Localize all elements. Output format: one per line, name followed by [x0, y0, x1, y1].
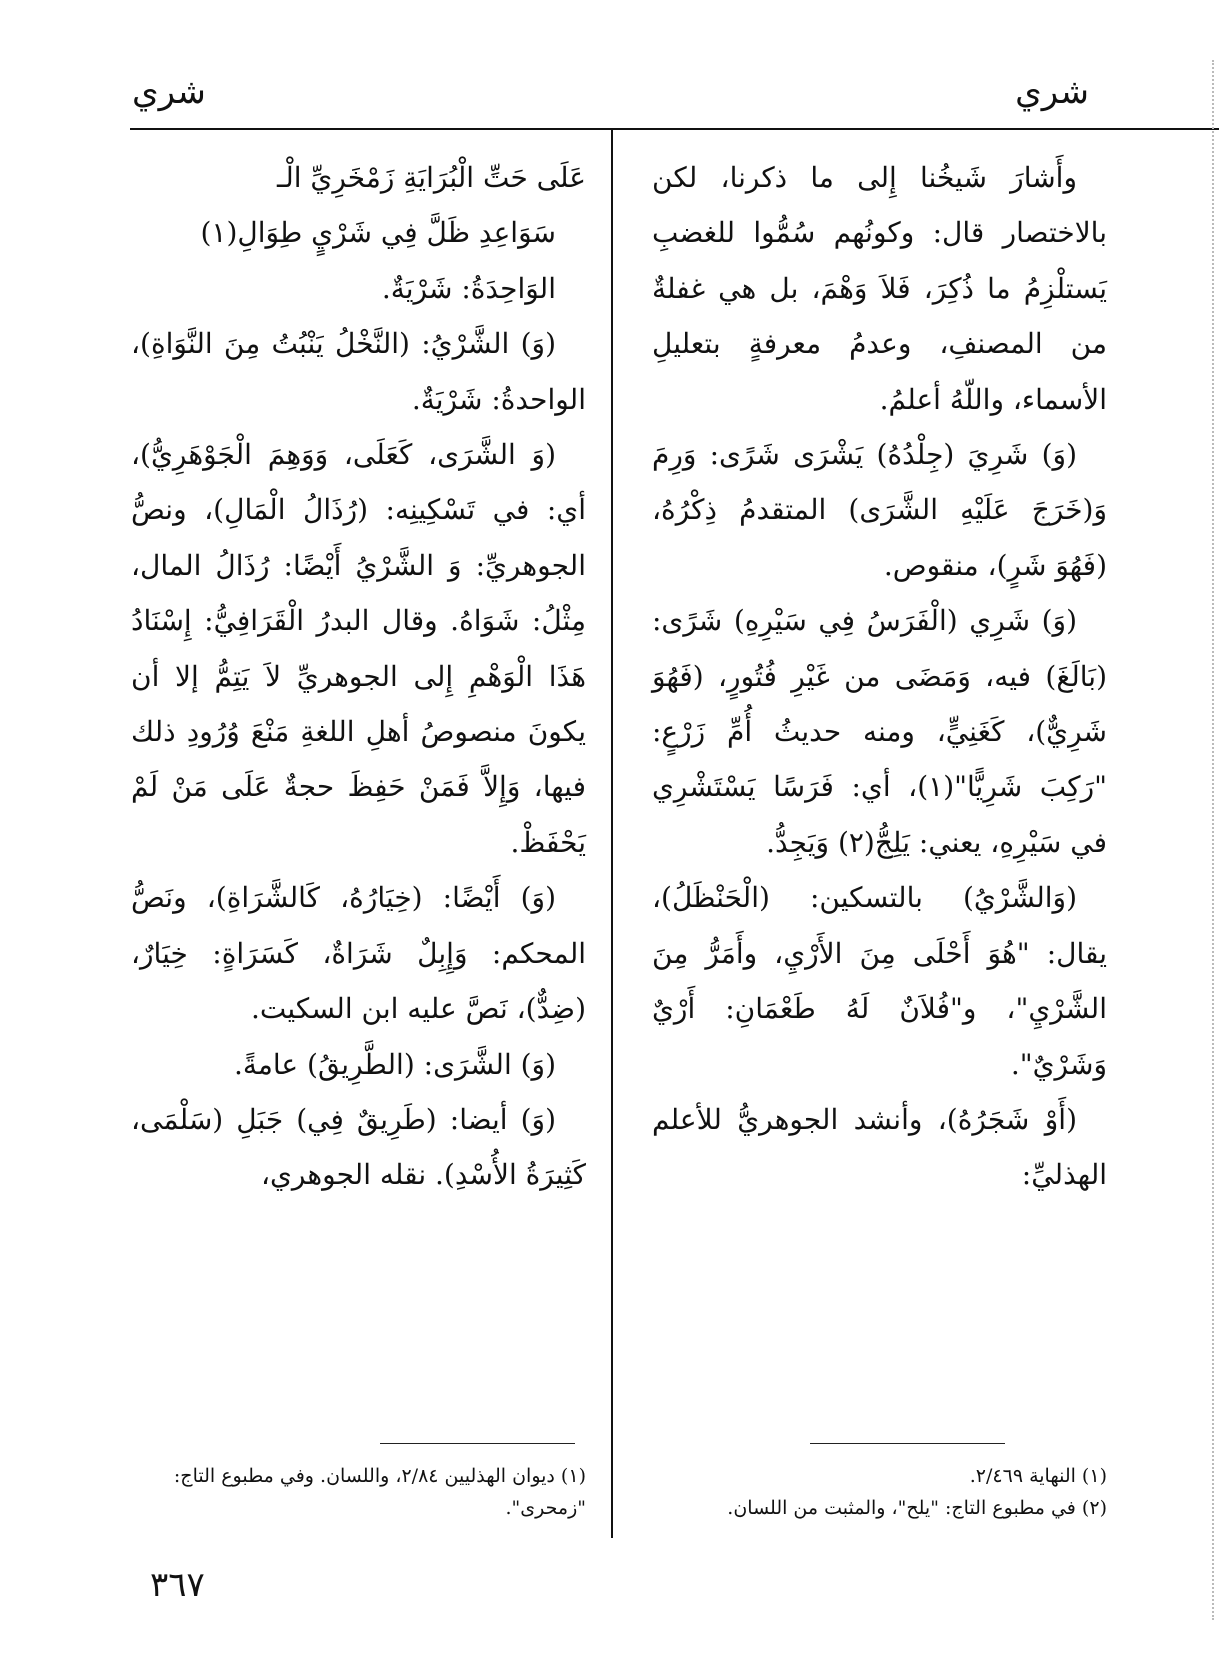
paragraph: الوَاحِدَةُ: شَرْيَةٌ. [381, 271, 556, 305]
footnote-rule-left [380, 1443, 575, 1444]
paragraph: (وَ) شَرِي (الْفَرَسُ فِي سَيْرِهِ) شَرًى: (بَالَغَ) فيه، وَمَضَى من غَيْرِ فُتُورٍ، (فَهُوَ شَرِيٌّ)، كَغَنِيٍّ، ومنه حديثُ أُمِّ زَرْعٍ: "رَكِبَ شَرِيًّا"(١)، أي: فَرَسًا يَسْتَشْرِي في سَيْرِهِ، يعني: يَلِجُّ(٢) وَيَجِدُّ. [652, 604, 1107, 859]
footnotes-left [131, 1460, 586, 1524]
running-header-right: شري [1015, 72, 1089, 112]
paragraph: (وَ الشَّرَى، كَعَلَى، وَوَهِمَ الْجَوْهَرِيُّ)، أي: في تَسْكِينِه: (رُذَالُ الْمَالِ)، ونصُّ الجوهريِّ: وَ الشَّرْيُ أَيْضًا: رُذَالُ المال، مِثْلُ: شَوَاهُ. وقال البدرُ الْقَرَافِيُّ: إِسْنَادُ هَذَا الْوَهْمِ إِلى الجوهريِّ لاَ يَتِمُّ إلا أن يكونَ منصوصُ أهلِ اللغةِ مَنْعَ وُرُودِ ذلك فيها، وَإِلاَّ فَمَنْ حَفِظَ حجةٌ عَلَى مَنْ لَمْ يَحْفَظْ. [131, 438, 586, 859]
scan-edge-dots [1212, 60, 1214, 1620]
paragraph: (وَ) الشَّرْيُ: (النَّخْلُ يَنْبُتُ مِنَ النَّوَاةِ)، الواحدةُ: شَرْيَةٌ. [131, 327, 586, 416]
header-rule [130, 128, 1219, 130]
left-column [131, 150, 586, 1203]
page-number: ٣٦٧ [150, 1565, 205, 1605]
paragraph: وأَشارَ شَيخُنا إِلى ما ذكرنا، لكن بالاختصار قال: وكونُهم سُمُّوا للغضبِ يَستلْزِمُ ما ذُكِرَ، فَلاَ وَهْمَ، بل هي غفلةٌ من المصنفِ، وعدمُ معرفةٍ بتعليلِ الأسماء، واللّهُ أعلمُ. [652, 161, 1107, 416]
verse-line: عَلَى حَتِّ الْبُرَايَةِ زَمْخَرِيِّ الْـ [277, 161, 586, 194]
verse-line: سَوَاعِدِ ظَلَّ فِي شَرْيٍ طِوَالِ(١) [200, 216, 556, 250]
paragraph: (وَ) أَيْضًا: (خِيَارُهُ، كَالشَّرَاةِ)، ونَصُّ المحكم: وَإِبِلٌ شَرَاةٌ، كَسَرَاةٍ: خِيَارٌ، (ضِدٌّ)، نَصَّ عليه ابن السكيت. [131, 881, 586, 1026]
footnotes-right [652, 1460, 1107, 1524]
paragraph: (وَ) الشَّرَى: (الطَّرِيقُ) عامةً. [233, 1047, 556, 1081]
paragraph: (أَوْ شَجَرُهُ)، وأنشد الجوهريُّ للأعلم الهذليِّ: [652, 1102, 1107, 1192]
right-column [652, 150, 1107, 1203]
paragraph: (وَالشَّرْيُ) بالتسكين: (الْحَنْظَلُ)، يقال: "هُوَ أَحْلَى مِنَ الأَرْيِ، وأَمَرُّ مِنَ الشَّرْيِ"، و"فُلاَنٌ لَهُ طَعْمَانِ: أَرْيٌ وَشَرْيٌ". [652, 881, 1107, 1081]
footnote: (٢) في مطبوع التاج: "يلح"، والمثبت من اللسان. [727, 1497, 1107, 1519]
footnote: (١) ديوان الهذليين ٢/٨٤، واللسان. وفي مطبوع التاج: "زمحرى". [173, 1465, 586, 1519]
footnote: (١) النهاية ٢/٤٦٩. [969, 1465, 1107, 1487]
running-header-left: شري [132, 72, 206, 112]
footnote-rule-right [810, 1443, 1005, 1444]
column-divider [611, 128, 613, 1538]
paragraph: (وَ) شَرِيَ (جِلْدُهُ) يَشْرَى شَرًى: وَرِمَ وَ(خَرَجَ عَلَيْهِ الشَّرَى) المتقدمُ ذِكْرُهُ، (فَهُوَ شَرٍ)، منقوص. [652, 438, 1107, 582]
paragraph: (وَ) أيضا: (طَرِيقٌ فِي) جَبَلِ (سَلْمَى، كَثِيرَةُ الأُسْدِ). نقله الجوهري، [131, 1102, 586, 1192]
